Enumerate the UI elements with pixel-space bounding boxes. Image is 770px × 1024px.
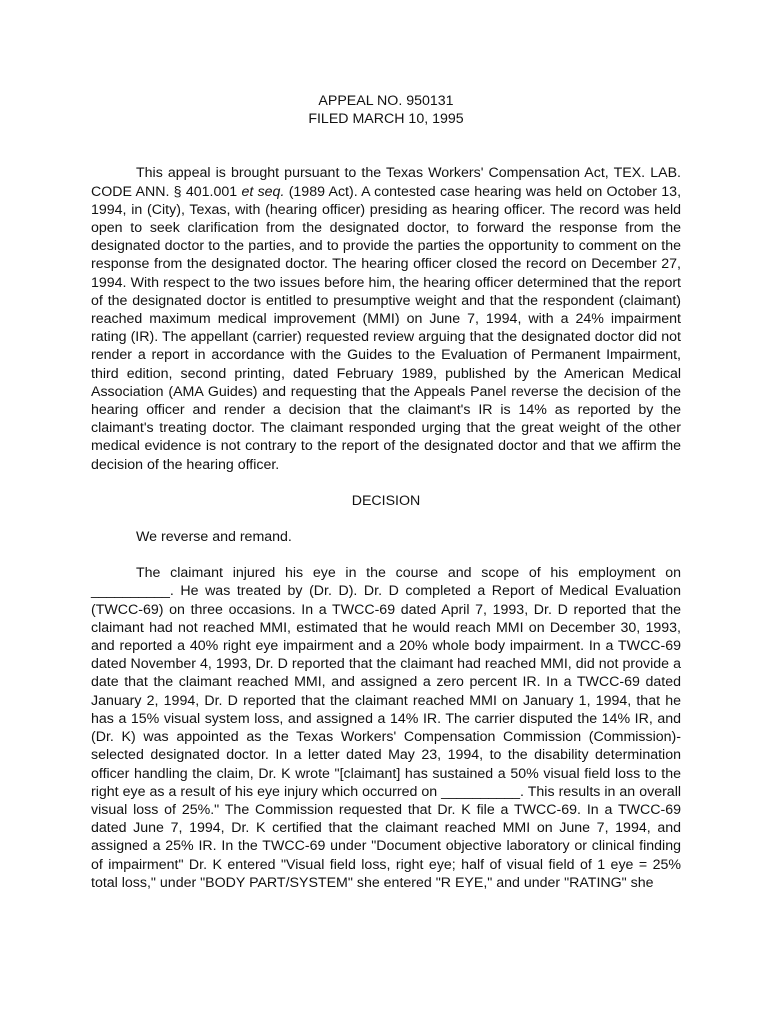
facts-paragraph: The claimant injured his eye in the course and scope of his employment on __________. He was treated by (Dr. D). Dr. D completed a Report of Medical Evaluation (TWCC-69) on three occasions. In a TWCC-69 dated April 7, 1993, Dr. D reported that the claimant had not reached MMI, estimated that he would reach MMI on December 30, 1993, and reported a 40% right eye impairment and a 20% whole body impairment. In a TWCC-69 dated November 4, 1993, Dr. D reported that the claimant had reached MMI, did not provide a date that the claimant reached MMI, and assigned a zero percent IR. In a TWCC-69 dated January 2, 1994, Dr. D reported that the claimant reached MMI on January 1, 1994, that he has a 15% visual system loss, and assigned a 14% IR. The carrier disputed the 14% IR, and (Dr. K) was appointed as the Texas Workers' Compensation Commission (Commission)-selected designated doctor. In a letter dated May 23, 1994, to the disability determination officer handling the claim, Dr. K wrote "[claimant] has sustained a 50% visual field loss to the right eye as a result of his eye injury which occurred on __________. This results in an overall visual loss of 25%." The Commission requested that Dr. K file a TWCC-69. In a TWCC-69 dated June 7, 1994, Dr. K certified that the claimant reached MMI on June 7, 1994, and assigned a 25% IR. In the TWCC-69 under "Document objective laboratory or clinical finding of impairment" Dr. K entered "Visual field loss, right eye; half of visual field of 1 eye = 25% total loss," under "BODY PART/SYSTEM" she entered "R EYE," and under "RATING" she (91, 565, 681, 891)
intro-paragraph (91, 164, 681, 473)
filed-date: FILED MARCH 10, 1995 (308, 111, 464, 128)
intro-text-italic: et seq. (241, 183, 285, 200)
decision-paragraph: We reverse and remand. (136, 529, 292, 546)
section-title-decision: DECISION (351, 492, 421, 509)
intro-text-part2: (1989 Act). A contested case hearing was held on October 13, 1994, in (City), Texas, with (hearing officer) presiding as hearing officer. The record was held open to seek clarification from the designated doctor, to forward the response from the designated doctor to the parties, and to provide the parties the opportunity to comment on the response from the designated doctor. The hearing officer closed the record on December 27, 1994. With respect to the two issues before him, the hearing officer determined that the report of the designated doctor is entitled to presumptive weight and that the respondent (claimant) reached maximum medical improvement (MMI) on June 7, 1994, with a 24% impairment rating (IR). The appellant (carrier) requested review arguing that the designated doctor did not render a report in accordance with the Guides to the Evaluation of Permanent Impairment, third edition, second printing, dated February 1989, published by the American Medical Association (AMA Guides) and requesting that the Appeals Panel reverse the decision of the hearing officer and render a decision that the claimant's IR is 14% as reported by the claimant's treating doctor. The claimant responded urging that the great weight of the other medical evidence is not contrary to the report of the designated doctor and that we affirm the decision of the hearing officer. (91, 183, 682, 473)
document-header (91, 92, 681, 128)
document-page (91, 92, 681, 892)
appeal-number: APPEAL NO. 950131 (318, 93, 454, 109)
intro-text-part1: This appeal is brought pursuant to the Texas Workers' Compensation Act, TEX. LAB. CODE ANN. § 401.001 (91, 165, 681, 200)
